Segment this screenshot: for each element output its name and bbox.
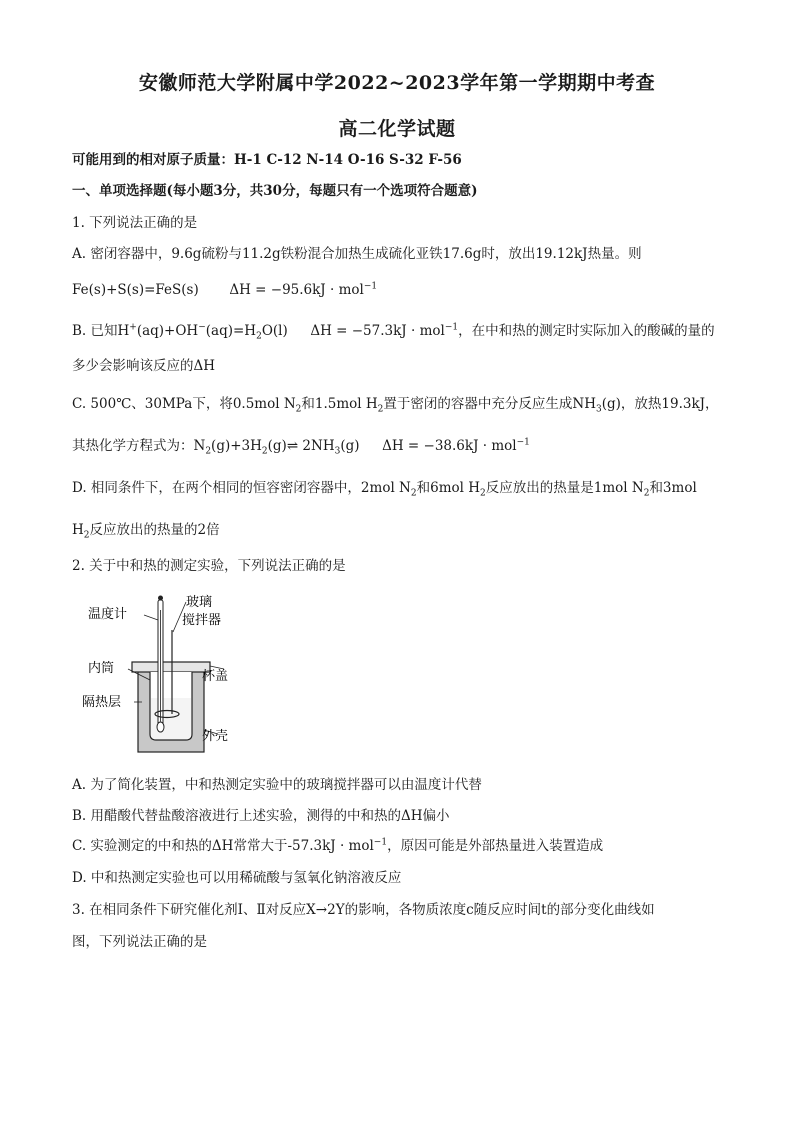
q1-d-1d: 和3mol <box>649 480 697 496</box>
q1-d-sub3: 2 <box>643 488 650 499</box>
label-thermometer: 温度计 <box>88 607 128 622</box>
thermometer-bulb <box>157 722 164 732</box>
q1-c-enthalpy-exp: −1 <box>516 437 530 448</box>
q1-option-d-line1 <box>72 478 732 498</box>
q1-b-tail: ，在中和热的测定时实际加入的酸碱的量的 <box>458 323 715 339</box>
q1-c-sub4: 2 <box>205 446 212 457</box>
q1-c-sub2: 2 <box>377 404 384 415</box>
liquid-shape <box>151 698 191 739</box>
q1-b-enthalpy-exp: −1 <box>444 322 459 333</box>
q2-option-c <box>72 836 732 856</box>
label-inner: 内筒 <box>88 661 115 676</box>
q1-option-a-line1: A. 密闭容器中，9.6g硫粉与11.2g铁粉混合加热生成硫化亚铁17.6g时，放出19.12kJ热量。则 <box>72 246 642 262</box>
q1-c-sub3: 3 <box>596 404 602 415</box>
q1-c-2b: (g)+3H <box>211 438 262 454</box>
q1-c-1a: C. 500℃、30MPa下，将0.5mol N <box>72 396 296 412</box>
q1-option-d-line2 <box>72 520 732 540</box>
leader-thermometer <box>144 615 158 620</box>
section-heading: 一、单项选择题(每小题3分，共30分，每题只有一个选项符合题意) <box>72 183 478 199</box>
q1-d-sub2: 2 <box>480 488 486 499</box>
q1-d-1a: D. 相同条件下，在两个相同的恒容密闭容器中，2mol N <box>72 480 411 496</box>
q1-option-b-line1 <box>72 321 732 341</box>
q2-stem: 2. 关于中和热的测定实验，下列说法正确的是 <box>72 558 346 574</box>
q1-d-1c: 反应放出的热量是1mol N <box>485 480 644 496</box>
q1-b-eq: (aq)=H <box>205 323 257 339</box>
q1-b-mid: (aq)+OH <box>136 323 199 339</box>
label-shell: 外壳 <box>202 729 229 744</box>
q1-c-1b: 和1.5mol H <box>301 396 378 412</box>
q1-b-eq2: O(l) <box>261 323 288 339</box>
q1-c-1d: (g)，放热19.3kJ， <box>601 396 719 412</box>
q1-c-sub5: 2 <box>261 446 268 457</box>
q1-b-enthalpy: ΔH = −57.3kJ · mol <box>310 323 445 339</box>
q1-stem: 1. 下列说法正确的是 <box>72 215 198 231</box>
q1-option-c-line2 <box>72 436 732 456</box>
q1-d-sub1: 2 <box>410 488 417 499</box>
q1-c-sub6: 3 <box>334 446 341 457</box>
q1-b-sup2: − <box>198 322 206 333</box>
q1-a-equation-text: Fe(s)+S(s)=FeS(s) <box>72 282 199 298</box>
calorimeter-diagram <box>82 590 252 765</box>
atomic-mass-line: 可能用到的相对原子质量：H-1 C-12 N-14 O-16 S-32 F-56 <box>72 152 462 168</box>
q1-option-c-line1 <box>72 394 732 414</box>
q1-c-1c: 置于密闭的容器中充分反应生成NH <box>383 396 596 412</box>
exam-subtitle: 高二化学试题 <box>338 118 456 140</box>
q1-option-b-line2: 多少会影响该反应的ΔH <box>72 358 216 374</box>
thermometer-top <box>158 596 163 601</box>
q1-a-enthalpy-exp: −1 <box>363 281 378 292</box>
q1-option-a-equation <box>72 280 732 300</box>
q1-c-sub1: 2 <box>295 404 302 415</box>
q2-option-d: D. 中和热测定实验也可以用稀硫酸与氢氧化钠溶液反应 <box>72 870 402 886</box>
q2-c-a: C. 实验测定的中和热的ΔH常常大于-57.3kJ · mol <box>72 838 374 854</box>
q1-c-2d: (g) <box>340 438 360 454</box>
q1-b-prefix: B. 已知H <box>72 323 130 339</box>
lid-shape <box>132 662 210 672</box>
label-stirrer-2: 搅拌器 <box>182 613 222 628</box>
q1-d-2a: H <box>72 522 84 538</box>
q2-c-sup: −1 <box>373 837 388 848</box>
exam-title: 安徽师范大学附属中学2022~2023学年第一学期期中考查 <box>138 72 656 94</box>
q3-stem-line2: 图，下列说法正确的是 <box>72 934 207 950</box>
q1-c-enthalpy: ΔH = −38.6kJ · mol <box>382 438 517 454</box>
q1-d-1b: 和6mol H <box>416 480 481 496</box>
q2-option-a: A. 为了简化装置，中和热测定实验中的玻璃搅拌器可以由温度计代替 <box>72 777 482 793</box>
label-lid: 杯盖 <box>202 669 229 684</box>
q1-c-2a: 其热化学方程式为：N <box>72 438 206 454</box>
q2-option-b: B. 用醋酸代替盐酸溶液进行上述实验，测得的中和热的ΔH偏小 <box>72 808 450 824</box>
q1-c-2c: (g)⇌ 2NH <box>267 438 335 454</box>
q3-stem-line1: 3. 在相同条件下研究催化剂Ⅰ、Ⅱ对反应X→2Y的影响，各物质浓度c随反应时间t的部分变化曲线如 <box>72 902 655 918</box>
q1-b-sub: 2 <box>256 331 262 342</box>
q1-a-enthalpy: ΔH = −95.6kJ · mol <box>229 282 364 298</box>
label-insulation: 隔热层 <box>82 695 122 710</box>
label-stirrer-1: 玻璃 <box>186 595 213 610</box>
q1-d-2b: 反应放出的热量的2倍 <box>89 522 220 538</box>
calorimeter-figure <box>82 590 252 765</box>
q1-d-sub4: 2 <box>83 530 90 541</box>
q1-b-sup1: + <box>129 322 137 333</box>
q2-c-b: ，原因可能是外部热量进入装置造成 <box>387 838 604 854</box>
